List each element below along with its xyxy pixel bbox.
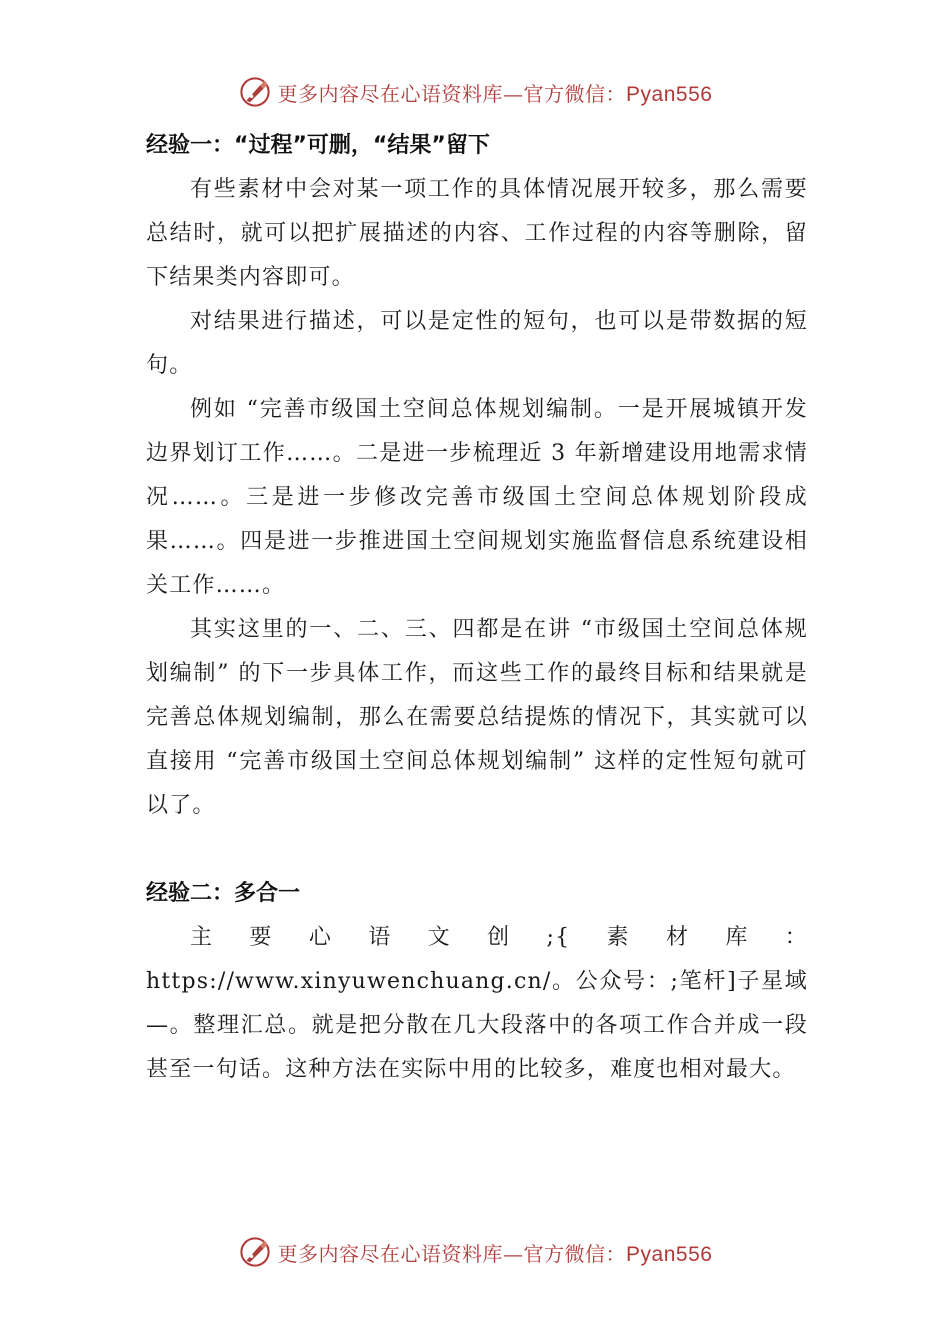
paragraph: 对结果进行描述，可以是定性的短句，也可以是带数据的短句。 [146,309,808,378]
footer-banner-wechat-id: Pyan556 [626,1242,713,1266]
footer-banner-text [278,1238,713,1267]
pen-nib-logo-icon [238,1235,272,1269]
header-banner-cn: 更多内容尽在心语资料库—官方微信： [277,81,627,106]
paragraph: 其实这里的一、二、三、四都是在讲 “市级国土空间总体规划编制” 的下一步具体工作，而这些工作的最终目标和结果就是完善总体规划编制，那么在需要总结提炼的情况下，其实就可以直接用 “完善市级国土空间总体规划编制” 这样的定性短句就可以了。 [146,617,808,818]
header-banner-wechat-id: Pyan556 [626,82,713,106]
header-banner-text [278,78,713,107]
paragraph: 例如 “完善市级国土空间总体规划编制。一是开展城镇开发边界划订工作……。二是进一步梳理近 3 年新增建设用地需求情况……。三是进一步修改完善市级国土空间总体规划阶段成果……。四是进一步推进国土空间规划实施监督信息系统建设相关工作……。 [146,397,808,598]
section-heading-2: 经验二：多合一 [146,881,301,906]
section-heading-1: 经验一：“过程”可删，“结果”留下 [146,133,490,158]
paragraph: 有些素材中会对某一项工作的具体情况展开较多，那么需要总结时，就可以把扩展描述的内容、工作过程的内容等删除，留下结果类内容即可。 [146,177,808,290]
pen-nib-logo-icon [238,75,272,109]
header-banner [0,72,950,112]
footer-banner [0,1232,950,1272]
footer-banner-cn: 更多内容尽在心语资料库—官方微信： [277,1241,627,1266]
document-body [146,124,808,1092]
paragraph: 主要心语文创;{素材库：https://www.xinyuwenchuang.cn/。公众号：;笔杆]子星域—。整理汇总。就是把分散在几大段落中的各项工作合并成一段甚至一句话。这种方法在实际中用的比较多，难度也相对最大。 [146,925,808,1082]
